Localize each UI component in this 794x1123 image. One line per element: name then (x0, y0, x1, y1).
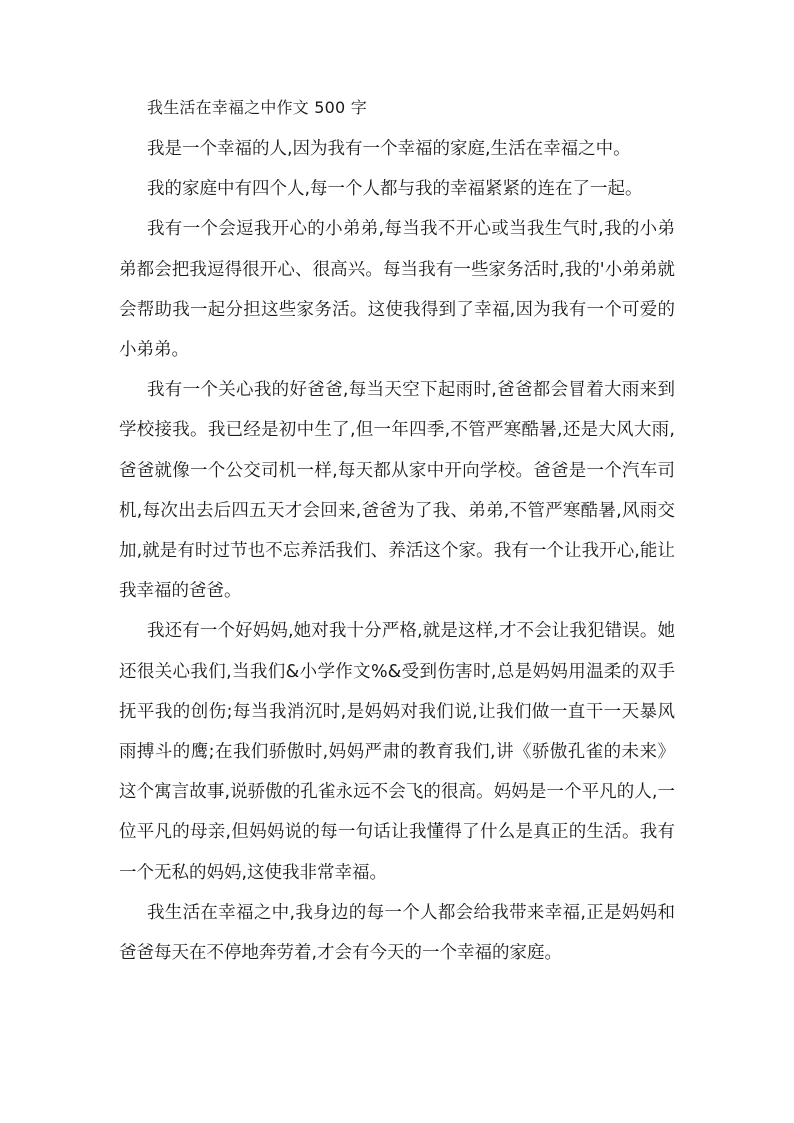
paragraph: 我的家庭中有四个人,每一个人都与我的幸福紧紧的连在了一起。 (147, 179, 643, 200)
document-body (119, 96, 675, 973)
paragraph: 我是一个幸福的人,因为我有一个幸福的家庭,生活在幸福之中。 (147, 139, 631, 159)
document-title: 我生活在幸福之中作文 500 字 (147, 98, 367, 117)
paragraph: 我生活在幸福之中,我身边的每一个人都会给我带来幸福,正是妈妈和爸爸每天在不停地奔劳着,才会有今天的一个幸福的家庭。 (119, 902, 675, 964)
paragraph: 我有一个会逗我开心的小弟弟,每当我不开心或当我生气时,我的小弟弟都会把我逗得很开心、很高兴。每当我有一些家务活时,我的'小弟弟就会帮助我一起分担这些家务活。这使我得到了幸福,因为我有一个可爱的小弟弟。 (119, 219, 675, 361)
paragraph: 我还有一个好妈妈,她对我十分严格,就是这样,才不会让我犯错误。她还很关心我们,当我们&小学作文%&受到伤害时,总是妈妈用温柔的双手抚平我的创伤;每当我消沉时,是妈妈对我们说,让我们做一直干一天暴风雨搏斗的鹰;在我们骄傲时,妈妈严肃的教育我们,讲《骄傲孔雀的未来》这个寓言故事,说骄傲的孔雀永远不会飞的很高。妈妈是一个平凡的人,一位平凡的母亲,但妈妈说的每一句话让我懂得了什么是真正的生活。我有一个无私的妈妈,这使我非常幸福。 (119, 621, 675, 883)
paragraph: 我有一个关心我的好爸爸,每当天空下起雨时,爸爸都会冒着大雨来到学校接我。我已经是初中生了,但一年四季,不管严寒酷暑,还是大风大雨,爸爸就像一个公交司机一样,每天都从家中开向学校。爸爸是一个汽车司机,每次出去后四五天才会回来,爸爸为了我、弟弟,不管严寒酷暑,风雨交加,就是有时过节也不忘养活我们、养活这个家。我有一个让我开心,能让我幸福的爸爸。 (119, 380, 675, 602)
